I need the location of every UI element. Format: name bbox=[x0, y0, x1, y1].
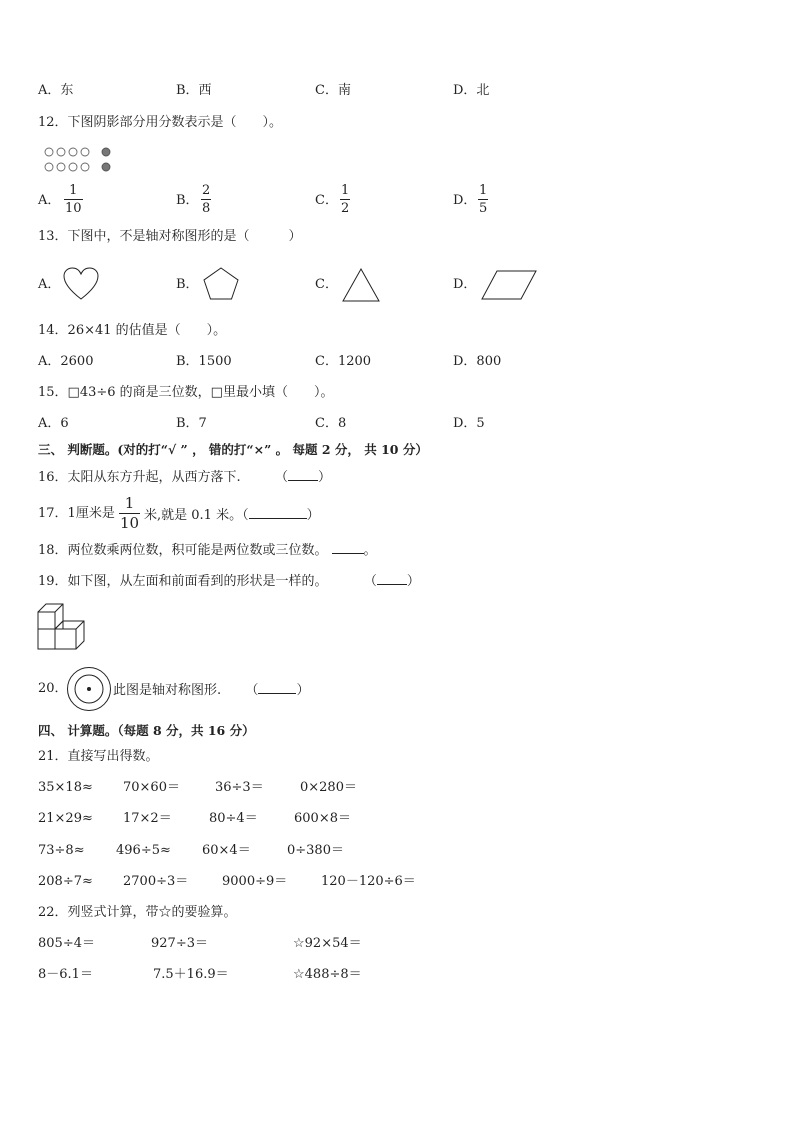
q21-item: 70×60＝ bbox=[123, 780, 180, 795]
q14-option-b: B．1500 bbox=[176, 354, 232, 369]
q13-option-a-label: A． bbox=[38, 277, 61, 292]
q12-option-b-fraction: 2 8 bbox=[202, 183, 211, 216]
parallelogram-icon bbox=[481, 270, 537, 300]
q18-answer-blank[interactable] bbox=[332, 541, 364, 554]
q19-answer-blank[interactable] bbox=[377, 572, 407, 585]
cube-stack-figure bbox=[37, 603, 89, 651]
q12-question: 12．下图阴影部分用分数表示是（ ）。 bbox=[38, 115, 283, 130]
q19-bracket-close: ） bbox=[406, 574, 420, 589]
q11-option-b: B．西 bbox=[176, 83, 212, 98]
q13-question: 13．下图中，不是轴对称图形的是（ ） bbox=[38, 229, 302, 244]
q21-item: 36÷3＝ bbox=[215, 780, 264, 795]
q12-option-d-fraction: 1 5 bbox=[479, 183, 488, 216]
q11-option-c: C．南 bbox=[315, 83, 351, 98]
q21-item: 2700÷3＝ bbox=[123, 874, 189, 889]
section-3-heading: 三、 判断题。(对的打“√ ” ， 错的打“×” 。 每题 2 分， 共 10 分） bbox=[38, 442, 428, 457]
q13-option-c-label: C． bbox=[315, 277, 338, 292]
q13-option-b-label: B． bbox=[176, 277, 199, 292]
q17-prefix: 17．1厘米是 bbox=[38, 506, 115, 521]
q21-item: 120－120÷6＝ bbox=[321, 874, 416, 889]
q21-item: 496÷5≈ bbox=[116, 843, 171, 858]
q17-suffix: 米,就是 0.1 米。（ bbox=[144, 508, 249, 523]
q14-question: 14．26×41 的估值是（ ）。 bbox=[38, 323, 227, 338]
q20-text: 此图是轴对称图形. bbox=[113, 683, 222, 698]
q21-item: 60×4＝ bbox=[202, 843, 251, 858]
q16-answer-blank[interactable] bbox=[288, 468, 318, 481]
q20-bracket-open: （ bbox=[245, 683, 259, 698]
q21-item: 80÷4＝ bbox=[209, 811, 258, 826]
q11-option-a: A．东 bbox=[38, 83, 74, 98]
q12-option-c-fraction: 1 2 bbox=[341, 183, 350, 216]
q13-option-d-label: D． bbox=[453, 277, 477, 292]
q21-item: 0÷380＝ bbox=[287, 843, 344, 858]
q17-bracket-close: ） bbox=[306, 508, 320, 523]
q15-question: 15．□43÷6 的商是三位数，□里最小填（ ）。 bbox=[38, 385, 334, 400]
q12-option-d-label: D． bbox=[453, 193, 477, 208]
q21-item: 21×29≈ bbox=[38, 811, 93, 826]
q12-circles-figure bbox=[44, 147, 114, 175]
q16-bracket-open: （ bbox=[274, 470, 288, 485]
heart-icon bbox=[63, 267, 99, 301]
triangle-icon bbox=[342, 268, 380, 302]
q17-answer-blank[interactable] bbox=[249, 506, 307, 519]
q21-question: 21．直接写出得数。 bbox=[38, 749, 159, 764]
q12-option-a-label: A． bbox=[38, 193, 61, 208]
q16-bracket-close: ） bbox=[317, 470, 331, 485]
q22-item: ☆488÷8＝ bbox=[293, 967, 362, 982]
q18-end: 。 bbox=[363, 543, 377, 558]
q14-option-d: D．800 bbox=[453, 354, 502, 369]
q14-option-a: A．2600 bbox=[38, 354, 94, 369]
q12-option-c-label: C． bbox=[315, 193, 338, 208]
q18-row bbox=[38, 541, 377, 559]
q22-item: 8－6.1＝ bbox=[38, 967, 93, 982]
pentagon-icon bbox=[203, 267, 239, 301]
q21-item: 35×18≈ bbox=[38, 780, 93, 795]
q20-answer-blank[interactable] bbox=[258, 681, 296, 694]
q22-item: 7.5＋16.9＝ bbox=[153, 967, 229, 982]
q18-text: 18．两位数乘两位数，积可能是两位数或三位数。 bbox=[38, 543, 328, 558]
q12-option-b-label: B． bbox=[176, 193, 199, 208]
section-4-heading: 四、 计算题。（每题 8 分，共 16 分） bbox=[38, 723, 255, 738]
q21-item: 9000÷9＝ bbox=[222, 874, 288, 889]
q19-bracket-open: （ bbox=[363, 574, 377, 589]
q22-question: 22．列竖式计算，带☆的要验算。 bbox=[38, 905, 237, 920]
q22-item: 927÷3＝ bbox=[151, 936, 208, 951]
q22-item: 805÷4＝ bbox=[38, 936, 95, 951]
q19-text: 19．如下图，从左面和前面看到的形状是一样的。 bbox=[38, 574, 328, 589]
q20-number: 20． bbox=[38, 681, 68, 696]
q15-option-d: D．5 bbox=[453, 416, 485, 431]
q21-item: 208÷7≈ bbox=[38, 874, 93, 889]
q12-option-a-fraction: 1 10 bbox=[65, 183, 82, 216]
q14-option-c: C．1200 bbox=[315, 354, 372, 369]
q16-row bbox=[38, 468, 331, 486]
q21-item: 17×2＝ bbox=[123, 811, 172, 826]
q21-item: 600×8＝ bbox=[294, 811, 351, 826]
q20-row bbox=[113, 681, 309, 699]
q11-option-d: D．北 bbox=[453, 83, 490, 98]
q17-suffix-row bbox=[144, 506, 320, 524]
q21-item: 0×280＝ bbox=[300, 780, 357, 795]
q22-item: ☆92×54＝ bbox=[293, 936, 362, 951]
q19-row bbox=[38, 572, 420, 590]
q21-item: 73÷8≈ bbox=[38, 843, 85, 858]
q15-option-a: A．6 bbox=[38, 416, 69, 431]
q16-text: 16．太阳从东方升起，从西方落下. bbox=[38, 470, 241, 485]
concentric-circles-icon bbox=[66, 666, 112, 712]
q17-fraction: 1 10 bbox=[120, 494, 140, 532]
q15-option-c: C．8 bbox=[315, 416, 347, 431]
q20-bracket-close: ） bbox=[296, 683, 310, 698]
q15-option-b: B．7 bbox=[176, 416, 207, 431]
